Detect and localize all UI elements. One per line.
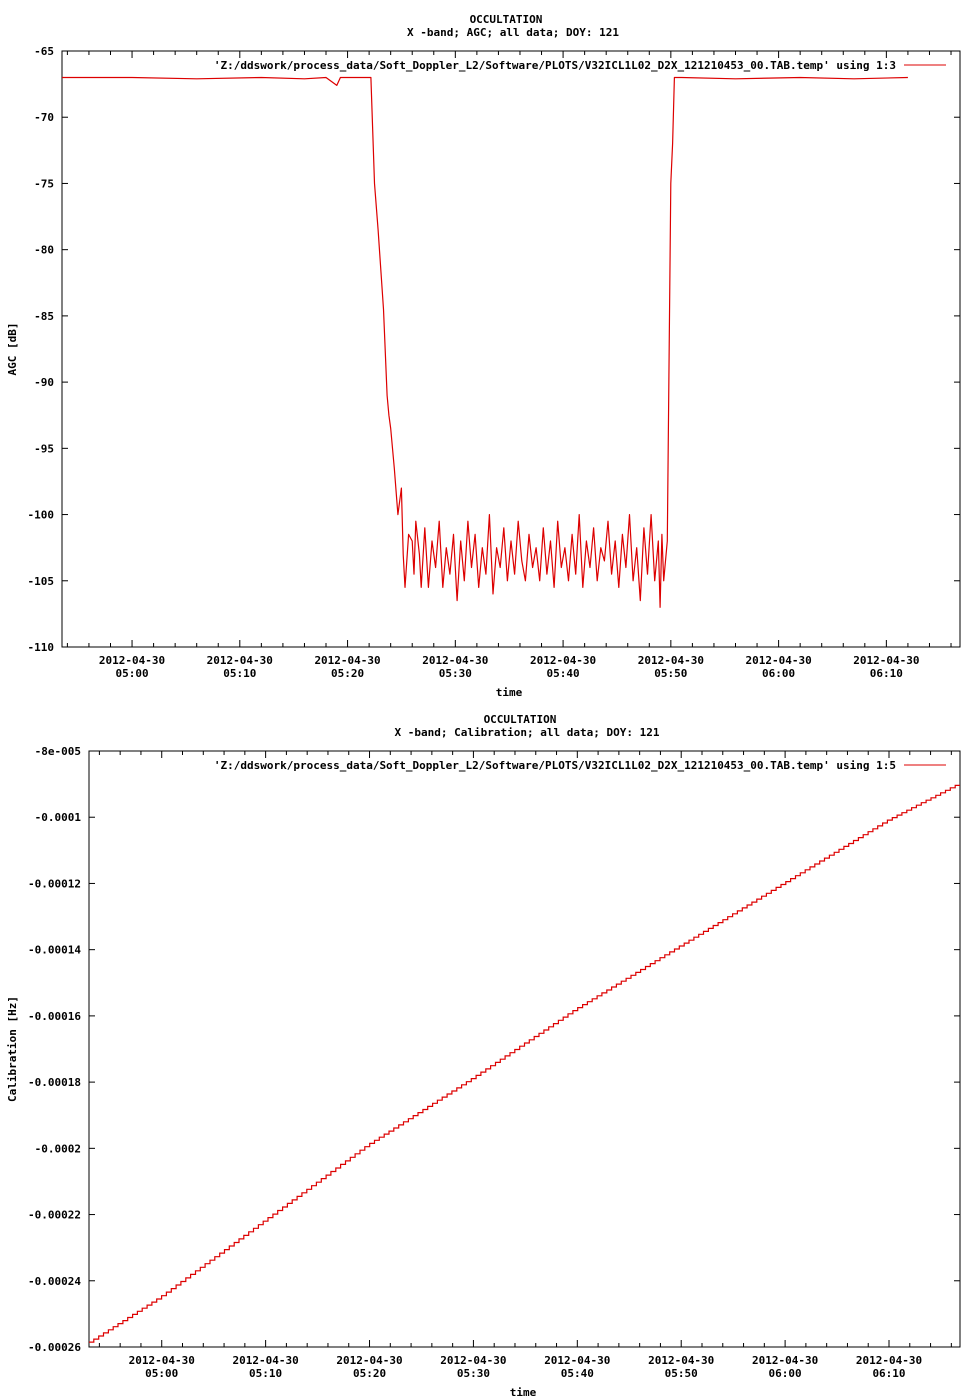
calibration-chart-subtitle: X -band; Calibration; all data; DOY: 121 <box>394 726 660 739</box>
y-tick-label: -0.00026 <box>28 1341 81 1354</box>
x-tick-date: 2012-04-30 <box>637 654 704 667</box>
calibration-legend-label: 'Z:/ddswork/process_data/Soft_Doppler_L2/Software/PLOTS/V32ICL1L02_D2X_121210453_00.TAB.temp' using 1:5 <box>213 759 896 772</box>
agc-x-axis-label: time <box>495 686 523 699</box>
x-tick-time: 05:20 <box>331 667 365 680</box>
x-tick-time: 05:50 <box>664 1367 698 1380</box>
x-tick-time: 05:00 <box>145 1367 179 1380</box>
y-tick-label: -0.00012 <box>28 877 81 891</box>
y-tick-label: -90 <box>34 376 54 390</box>
calibration-y-axis-label: Calibration [Hz] <box>6 996 19 1102</box>
calibration-x-axis-label: time <box>509 1386 537 1399</box>
agc-legend-label: 'Z:/ddswork/process_data/Soft_Doppler_L2/Software/PLOTS/V32ICL1L02_D2X_121210453_00.TAB.temp' using 1:3 <box>213 59 896 72</box>
x-tick-time: 06:10 <box>872 1367 906 1380</box>
x-tick-time: 05:30 <box>456 1367 490 1380</box>
agc-y-axis-label: AGC [dB] <box>6 322 19 376</box>
x-tick-date: 2012-04-30 <box>314 654 381 667</box>
x-tick-date: 2012-04-30 <box>98 654 166 667</box>
x-tick-time: 05:40 <box>546 667 580 680</box>
x-tick-date: 2012-04-30 <box>206 654 273 667</box>
x-tick-time: 06:00 <box>768 1367 802 1380</box>
y-tick-label: -0.00016 <box>28 1009 81 1023</box>
y-tick-label: -8e-005 <box>34 745 81 758</box>
x-tick-time: 05:00 <box>115 667 149 680</box>
y-tick-label: -0.0002 <box>34 1142 81 1156</box>
x-tick-time: 05:40 <box>560 1367 594 1380</box>
y-tick-label: -0.00022 <box>28 1208 81 1222</box>
x-tick-date: 2012-04-30 <box>529 654 597 667</box>
x-tick-time: 05:10 <box>249 1367 283 1380</box>
x-tick-date: 2012-04-30 <box>544 1354 611 1367</box>
x-tick-date: 2012-04-30 <box>648 1354 715 1367</box>
y-tick-label: -85 <box>34 309 54 323</box>
agc-chart-subtitle: X -band; AGC; all data; DOY: 121 <box>407 26 619 39</box>
x-tick-time: 05:10 <box>223 667 257 680</box>
x-tick-date: 2012-04-30 <box>440 1354 507 1367</box>
y-tick-label: -75 <box>34 177 54 191</box>
y-tick-label: -70 <box>34 111 54 125</box>
y-tick-label: -0.0001 <box>34 811 81 825</box>
x-tick-date: 2012-04-30 <box>751 1354 819 1367</box>
x-tick-time: 06:10 <box>869 667 903 680</box>
y-tick-label: -80 <box>34 243 54 257</box>
x-tick-date: 2012-04-30 <box>745 654 812 667</box>
x-tick-date: 2012-04-30 <box>128 1354 195 1367</box>
x-tick-date: 2012-04-30 <box>232 1354 299 1367</box>
y-tick-label: -0.00014 <box>28 943 81 957</box>
y-tick-label: -95 <box>34 442 54 456</box>
calibration-chart-title: OCCULTATION <box>483 713 557 726</box>
x-tick-date: 2012-04-30 <box>853 654 920 667</box>
y-tick-label: -0.00024 <box>28 1274 81 1288</box>
y-tick-label: -110 <box>27 641 54 654</box>
x-tick-date: 2012-04-30 <box>855 1354 923 1367</box>
x-tick-date: 2012-04-30 <box>336 1354 403 1367</box>
agc-chart-title: OCCULTATION <box>469 13 543 26</box>
x-tick-time: 05:30 <box>438 667 472 680</box>
x-tick-time: 06:00 <box>762 667 796 680</box>
x-tick-date: 2012-04-30 <box>422 654 489 667</box>
y-tick-label: -100 <box>27 508 54 522</box>
y-tick-label: -105 <box>27 574 54 588</box>
x-tick-time: 05:50 <box>654 667 688 680</box>
y-tick-label: -0.00018 <box>28 1076 81 1090</box>
y-tick-label: -65 <box>34 45 54 58</box>
x-tick-time: 05:20 <box>352 1367 387 1380</box>
